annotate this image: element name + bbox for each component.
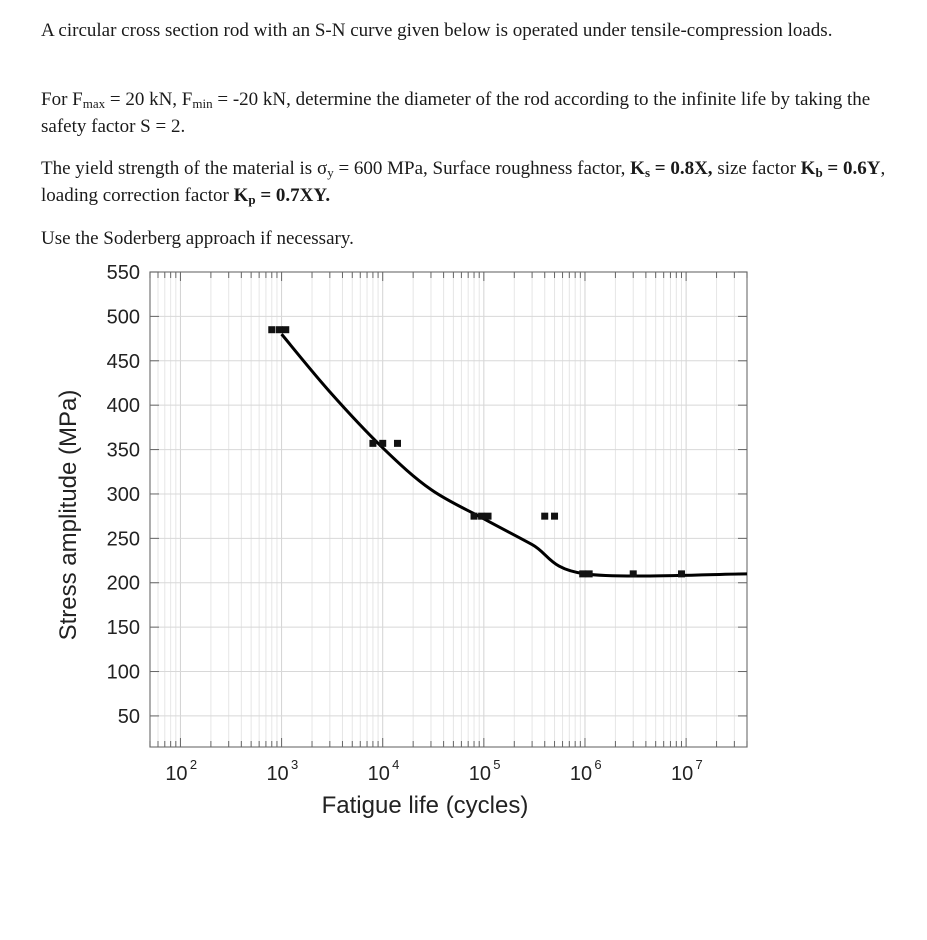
ks-value: = 0.8X, (650, 158, 713, 179)
data-point (586, 570, 593, 577)
x-tick-label: 10 (266, 763, 289, 785)
kp-factor (234, 185, 331, 206)
x-tick-label: 10 (670, 763, 694, 785)
y-tick-label: 400 (106, 395, 140, 418)
y-tick-label: 50 (117, 705, 140, 728)
data-point (630, 570, 637, 577)
grid-lines (150, 272, 747, 747)
sn-curve-chart (0, 255, 927, 835)
axis-ticks (150, 272, 747, 747)
data-point (551, 513, 558, 520)
problem-intro (41, 17, 891, 44)
yield-text: The yield strength of the material is σ (41, 158, 328, 179)
y-tick-label: 350 (106, 439, 140, 462)
x-tick-label: 10 (165, 763, 188, 785)
data-point (379, 440, 386, 447)
data-point (471, 513, 478, 520)
surface-text: = 600 MPa, Surface roughness factor, (333, 158, 631, 179)
data-point (268, 326, 275, 333)
ks-factor (630, 158, 712, 179)
data-point (541, 513, 548, 520)
y-tick-labels (107, 262, 140, 728)
x-tick-exponent: 4 (392, 757, 400, 772)
kp-value: = 0.7XY. (255, 185, 331, 206)
kb-subscript: b (815, 165, 823, 180)
fmax-subscript: max (82, 96, 106, 111)
y-tick-label: 300 (106, 483, 140, 506)
y-tick-label: 150 (106, 617, 140, 640)
x-tick-exponent: 5 (493, 757, 501, 772)
forces-mid: = 20 kN, F (105, 89, 193, 110)
y-tick-label: 550 (106, 262, 140, 284)
sigma-y-subscript: y (327, 165, 334, 180)
data-point (485, 513, 492, 520)
x-tick-exponent: 3 (290, 757, 299, 772)
problem-material (41, 155, 891, 209)
problem-forces (41, 86, 891, 140)
ks-letter: K (630, 158, 645, 179)
x-tick-label: 10 (468, 763, 491, 785)
x-tick-exponent: 6 (594, 757, 602, 772)
approach-text: Use the Soderberg approach if necessary. (41, 228, 354, 249)
y-tick-label: 450 (106, 350, 140, 373)
forces-prefix: For F (41, 89, 83, 110)
data-point (369, 440, 376, 447)
x-tick-exponent: 2 (189, 757, 198, 772)
x-tick-label: 10 (569, 763, 593, 785)
data-point (394, 440, 401, 447)
x-tick-exponent: 7 (695, 757, 703, 772)
kb-value: = 0.6Y (822, 158, 881, 179)
fmin-subscript: min (192, 96, 213, 111)
forces-rest: = -20 kN, determine the diameter of the rod according to the infinite life by taking the safety factor S = 2. (41, 89, 871, 137)
data-points (268, 326, 685, 577)
y-tick-label: 100 (106, 661, 140, 684)
data-point (282, 326, 289, 333)
problem-approach (41, 225, 891, 252)
kb-factor (801, 158, 881, 179)
intro-text: A circular cross section rod with an S-N curve given below is operated under tensile-compression loads. (41, 20, 833, 41)
x-axis-label: Fatigue life (cycles) (321, 792, 529, 819)
y-tick-label: 250 (106, 528, 140, 551)
loading-text: , loading correction factor (41, 158, 886, 206)
plot-frame (150, 272, 747, 747)
data-point (678, 570, 685, 577)
kp-letter: K (233, 185, 249, 206)
data-point (276, 326, 283, 333)
size-text: size factor (712, 158, 801, 179)
x-tick-labels (165, 757, 702, 785)
kp-subscript: p (248, 192, 256, 207)
y-axis-label: Stress amplitude (MPa) (55, 389, 82, 641)
x-tick-label: 10 (367, 763, 390, 785)
y-tick-label: 500 (106, 306, 140, 329)
data-point (478, 513, 485, 520)
ks-subscript: s (644, 165, 650, 180)
data-point (579, 570, 586, 577)
y-tick-label: 200 (106, 572, 140, 595)
kb-letter: K (800, 158, 816, 179)
